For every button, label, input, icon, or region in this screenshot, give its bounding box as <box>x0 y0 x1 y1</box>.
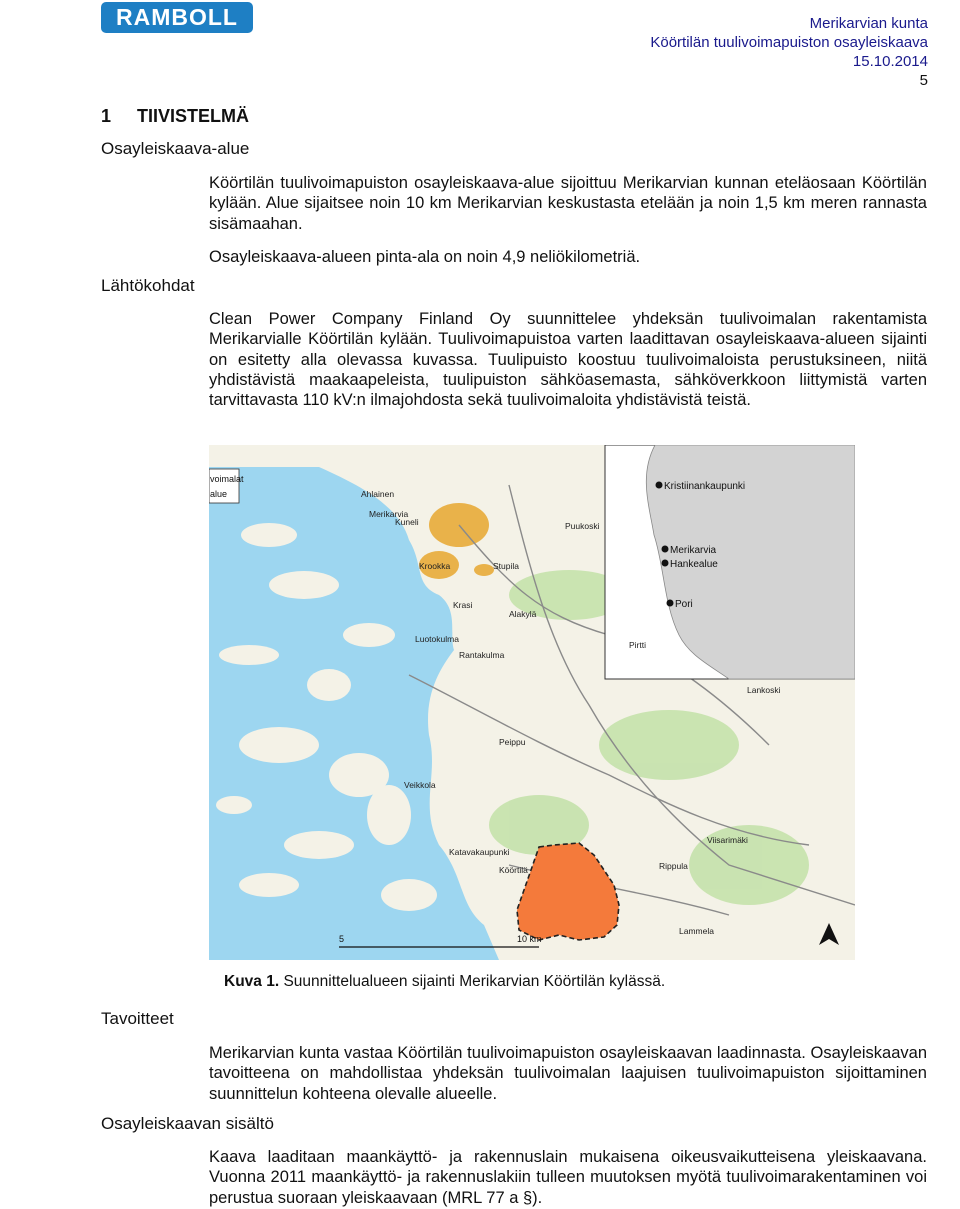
page-number: 5 <box>919 72 928 89</box>
paragraph-location: Köörtilän tuulivoimapuiston osayleiskaava-alue sijoittuu Merikarvian kunnan eteläosaan Köörtilän kylään. Alue sijaitsee noin 10 km Merikarvian keskustasta etelään ja noin 1,5 km meren rannasta sisämaahan. <box>209 174 927 233</box>
location-map <box>209 445 855 960</box>
side-label-goals: Tavoitteet <box>101 1009 174 1028</box>
legend-item-1: voimalat <box>210 474 244 484</box>
inset-label-merikarvia: Merikarvia <box>670 545 717 556</box>
place-ahlainen: Ahlainen <box>361 489 395 499</box>
place-alakyla: Alakylä <box>509 609 537 619</box>
legend-item-2: alue <box>210 489 228 499</box>
caption-text: Suunnittelualueen sijainti Merikarvian Köörtilän kylässä. <box>279 973 666 990</box>
paragraph-area-size: Osayleiskaava-alueen pinta-ala on noin 4,9 neliökilometriä. <box>209 248 641 266</box>
paragraph-goals: Merikarvian kunta vastaa Köörtilän tuulivoimapuiston osayleiskaavan laadinnasta. Osayleiskaavan tavoitteena on mahdollistaa yhdeksän tuulivoimalan laajuisen tuulivoimapuiston sijoittaminen suunnittelun kohteena olevalle alueelle. <box>209 1044 927 1103</box>
figure-caption <box>224 973 665 991</box>
caption-label: Kuva 1. <box>224 973 280 990</box>
logo-text: RAMBOLL <box>116 4 238 30</box>
place-peippu: Peippu <box>499 737 526 747</box>
place-viisarimaki: Viisarimäki <box>707 835 748 845</box>
page-header <box>650 14 928 90</box>
inset-label-pori: Pori <box>675 599 693 610</box>
place-rantakulma: Rantakulma <box>459 650 505 660</box>
header-plan-name: Köörtilän tuulivoimapuiston osayleiskaava <box>650 34 928 51</box>
paragraph-project: Clean Power Company Finland Oy suunnittelee yhdeksän tuulivoimalan rakentamista Merikarvialle Köörtilän kylään. Tuulivoimapuistoa varten laadittavan osayleiskaava-alueen sijainti on esitetty alla olevassa kuvassa. Tuulipuisto koostuu tuulivoimaloista perustuksineen, niitä yhdistävistä maakaapeleista, tuulipuiston sähköasemasta, sähköverkkoon liittymistä varten tarvittavasta 110 kV:n ilmajohdosta sekä tuulivoimaloita yhdistävistä teistä. <box>209 310 927 410</box>
header-municipality: Merikarvian kunta <box>809 15 928 32</box>
place-lammela: Lammela <box>679 926 714 936</box>
place-lankoski: Lankoski <box>747 685 781 695</box>
place-luotokulma: Luotokulma <box>415 634 459 644</box>
place-pirtti: Pirtti <box>629 640 646 650</box>
place-kuneli: Kuneli <box>395 517 419 527</box>
side-label-content: Osayleiskaavan sisältö <box>101 1114 274 1133</box>
place-stupila: Stupila <box>493 561 519 571</box>
header-date: 15.10.2014 <box>852 53 928 70</box>
place-merikarvia: Merikarvia <box>369 509 409 519</box>
place-katavakaupunki: Katavakaupunki <box>449 847 510 857</box>
paragraph-content: Kaava laaditaan maankäyttö- ja rakennuslain mukaisena oikeusvaikutteisena yleiskaavana. Vuonna 2011 maankäyttö- ja rakennuslakiin tulleen muutoksen myötä tuulivoimarakentaminen voi perustua suoraan yleiskaavaan (MRL 77 a §). <box>209 1148 927 1207</box>
section-heading <box>101 106 249 127</box>
scale-label-10: 10 km <box>517 934 542 944</box>
place-veikkola: Veikkola <box>404 780 436 790</box>
heading-title: TIIVISTELMÄ <box>137 106 249 126</box>
inset-label-hankealue: Hankealue <box>670 559 718 570</box>
place-puukoski: Puukoski <box>565 521 600 531</box>
map-legend <box>209 469 244 503</box>
ramboll-logo <box>101 2 253 33</box>
inset-label-kristiinankaupunki: Kristiinankaupunki <box>664 481 746 492</box>
place-koortila: Köörtilä <box>499 865 528 875</box>
heading-number: 1 <box>101 106 112 126</box>
place-rippula: Rippula <box>659 861 688 871</box>
place-krasi: Krasi <box>453 600 473 610</box>
scale-label-5: 5 <box>339 934 345 944</box>
side-label-start: Lähtökohdat <box>101 276 195 295</box>
side-label-area: Osayleiskaava-alue <box>101 139 250 158</box>
place-krookka: Krookka <box>419 561 451 571</box>
